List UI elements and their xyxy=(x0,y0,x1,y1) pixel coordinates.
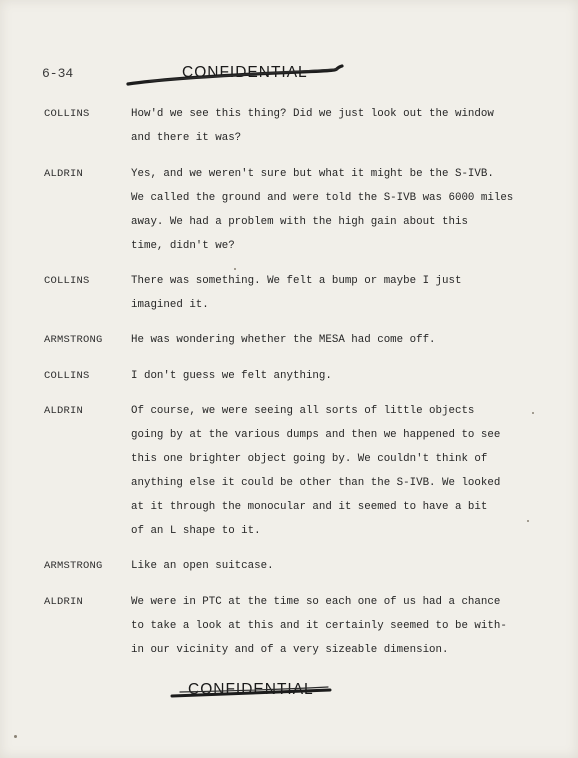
speaker-label: ALDRIN xyxy=(44,405,84,417)
speech-line: Of course, we were seeing all sorts of little objects xyxy=(131,405,475,417)
speech-line: There was something. We felt a bump or maybe I just xyxy=(131,275,462,287)
speech-line: imagined it. xyxy=(131,299,209,311)
speech-line: He was wondering whether the MESA had come off. xyxy=(131,334,436,346)
classification-stamp-top: CONFIDENTIAL xyxy=(182,64,308,81)
speech-line: and there it was? xyxy=(131,132,242,144)
strikethrough-mark-bottom xyxy=(0,670,578,730)
speech-line: at it through the monocular and it seemed to have a bit xyxy=(131,501,488,513)
speech-line: How'd we see this thing? Did we just look out the window xyxy=(131,108,494,120)
speaker-label: ARMSTRONG xyxy=(44,334,103,346)
speech-text xyxy=(131,102,531,150)
speech-text xyxy=(131,364,531,388)
speaker-label: COLLINS xyxy=(44,108,90,120)
speaker-label: ALDRIN xyxy=(44,596,84,608)
speech-text xyxy=(131,328,531,352)
speech-text xyxy=(131,269,531,317)
speech-text xyxy=(131,399,531,543)
speech-line: anything else it could be other than the S-IVB. We looked xyxy=(131,477,501,489)
speech-line: We called the ground and were told the S-IVB was 6000 miles xyxy=(131,192,514,204)
speech-line: this one brighter object going by. We couldn't think of xyxy=(131,453,488,465)
paper-speck xyxy=(14,735,17,738)
paper-speck xyxy=(234,268,236,270)
speech-line: I don't guess we felt anything. xyxy=(131,370,332,382)
speech-line: Yes, and we weren't sure but what it might be the S-IVB. xyxy=(131,168,494,180)
speech-text xyxy=(131,590,531,662)
speech-line: time, didn't we? xyxy=(131,240,235,252)
speech-line: of an L shape to it. xyxy=(131,525,261,537)
speaker-label: COLLINS xyxy=(44,370,90,382)
strikethrough-mark-top xyxy=(0,0,578,100)
speech-line: going by at the various dumps and then we happened to see xyxy=(131,429,501,441)
page-number: 6-34 xyxy=(42,66,74,81)
speech-text xyxy=(131,162,531,258)
speaker-label: ALDRIN xyxy=(44,168,84,180)
speaker-label: COLLINS xyxy=(44,275,90,287)
speech-line: We were in PTC at the time so each one of us had a chance xyxy=(131,596,501,608)
speech-line: Like an open suitcase. xyxy=(131,560,274,572)
speech-text xyxy=(131,554,531,578)
paper-speck xyxy=(532,412,534,414)
speech-line: away. We had a problem with the high gain about this xyxy=(131,216,468,228)
speech-line: in our vicinity and of a very sizeable dimension. xyxy=(131,644,449,656)
speech-line: to take a look at this and it certainly seemed to be with- xyxy=(131,620,507,632)
speaker-label: ARMSTRONG xyxy=(44,560,103,572)
paper-speck xyxy=(527,520,529,522)
classification-stamp-bottom: CONFIDENTIAL xyxy=(188,681,314,698)
